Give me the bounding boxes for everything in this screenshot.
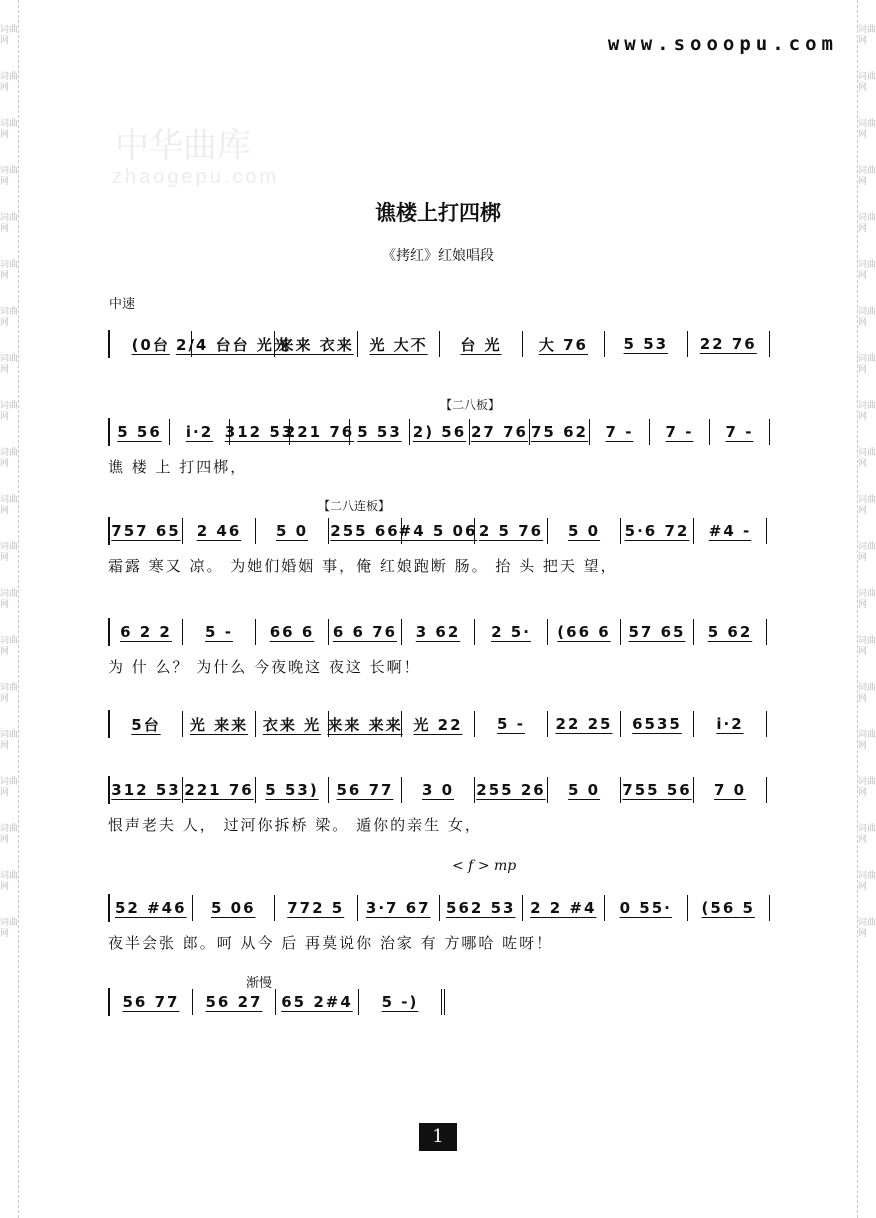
side-label: 词曲网 [858,636,876,657]
notation-row [108,418,768,446]
notation-row [108,776,768,804]
side-label: 词曲网 [0,307,19,328]
side-label: 词曲网 [0,495,19,516]
measure: #4 - [694,518,767,544]
lyrics-line: 恨声老夫 人， 过河你拆桥 梁。 遁你的亲生 女， [108,816,482,834]
measure: 3 0 [402,777,475,803]
left-margin-watermark [0,0,19,1218]
lyrics-line: 霜露 寒又 凉。 为她们婚姻 事，俺 红娘跑断 肠。 抬 头 把天 望， [108,557,618,575]
measure: 755 56 [621,777,694,803]
side-label: 词曲网 [0,542,19,563]
notation-line [108,988,770,1016]
measure: 6 6 76 [329,619,402,645]
lyrics-line: 夜半会张 郎。呵 从今 后 再莫说你 治家 有 方哪哈 咗呀！ [108,934,554,952]
section-mark-erbalianban: 【二八连板】 [318,499,391,513]
side-label: 词曲网 [0,824,19,845]
measure: 7 - [650,419,710,445]
measure: 5 53 [605,331,687,357]
notation-line [108,894,770,922]
measure: 5·6 72 [621,518,694,544]
side-label: 词曲网 [0,166,19,187]
measure: 衣来 光 [256,711,329,737]
measure: 2 46 [183,518,256,544]
measure: 5 53) [256,777,329,803]
side-label: 词曲网 [0,448,19,469]
measure: (0台 [110,331,192,357]
notation-row [108,988,768,1016]
measure: 562 53 [440,895,523,921]
tempo-mark: 中速 [109,297,136,312]
side-label: 词曲网 [0,401,19,422]
side-label: 词曲网 [858,824,876,845]
measure: 65 2#4 [276,989,359,1015]
notation-line [108,418,770,446]
score-title: 谯楼上打四梆 [375,200,501,225]
side-label: 词曲网 [858,448,876,469]
measure: (66 6 [548,619,621,645]
measure: 2) 56 [410,419,470,445]
side-label: 词曲网 [858,119,876,140]
notation-row [108,618,768,646]
measure: 2/4 台台 光光 [192,331,275,357]
side-label: 词曲网 [0,777,19,798]
side-label: 词曲网 [0,730,19,751]
measure: 台 光 [440,331,522,357]
side-label: 词曲网 [0,354,19,375]
dynamics-mark: < f > mp [452,858,517,874]
score-subtitle: 《拷红》红娘唱段 [382,248,494,264]
measure: i·2 [694,711,767,737]
slow-mark: 渐慢 [246,976,273,991]
side-label: 词曲网 [858,871,876,892]
side-label: 词曲网 [858,730,876,751]
lyrics-line: 为 什 么？ 为什么 今夜晚这 夜这 长啊！ [108,658,421,676]
right-margin-watermark [857,0,876,1218]
measure: 3 62 [402,619,475,645]
measure: #4 5 06 [402,518,475,544]
measure: 光 大不 [358,331,440,357]
site-url: www.sooopu.com [607,33,838,55]
notation-row [108,894,768,922]
notation-row [108,710,768,738]
measure: 2 5· [475,619,548,645]
measure: 来来 来来 [329,711,402,737]
measure: 52 #46 [110,895,193,921]
measure: 2 5 76 [475,518,548,544]
page-number: 1 [419,1123,457,1151]
watermark-cn: 中华曲库 [115,126,251,166]
measure: 255 66 [329,518,402,544]
notation-line [108,618,770,646]
watermark-en: zhaogepu.com [112,166,280,188]
measure: 56 77 [110,989,193,1015]
measure: 5 62 [694,619,767,645]
measure: 5 56 [110,419,170,445]
side-label: 词曲网 [858,589,876,610]
side-label: 词曲网 [858,683,876,704]
notation-line [108,710,770,738]
measure: 56 27 [193,989,276,1015]
measure: (56 5 [688,895,771,921]
measure: 312 53 [110,777,183,803]
measure: 光 22 [402,711,475,737]
side-label: 词曲网 [0,260,19,281]
side-label: 词曲网 [858,918,876,939]
measure: 312 53 [230,419,290,445]
lyrics-line: 谯 楼 上 打四梆， [108,458,248,476]
side-label: 词曲网 [858,542,876,563]
side-label: 词曲网 [858,401,876,422]
measure: 5 06 [193,895,276,921]
measure: 5台 [110,711,183,737]
side-label: 词曲网 [0,871,19,892]
measure: 5 0 [548,518,621,544]
side-label: 词曲网 [858,166,876,187]
measure: 221 76 [290,419,350,445]
measure: 6 2 2 [110,619,183,645]
side-label: 词曲网 [0,918,19,939]
measure: 27 76 [470,419,530,445]
measure: 221 76 [183,777,256,803]
measure: 22 25 [548,711,621,737]
side-label: 词曲网 [0,683,19,704]
side-label: 词曲网 [0,25,19,46]
side-label: 词曲网 [0,636,19,657]
measure: 57 65 [621,619,694,645]
notation-line [108,517,770,545]
measure: i·2 [170,419,230,445]
side-label: 词曲网 [858,354,876,375]
measure: 光 来来 [183,711,256,737]
notation-row [108,517,768,545]
measure: 56 77 [329,777,402,803]
side-label: 词曲网 [858,307,876,328]
measure: 5 0 [548,777,621,803]
notation-line [108,776,770,804]
measure: 5 0 [256,518,329,544]
measure: 772 5 [275,895,358,921]
measure: 5 -) [359,989,445,1015]
measure: 757 65 [110,518,183,544]
side-label: 词曲网 [0,72,19,93]
measure: 22 76 [688,331,770,357]
side-label: 词曲网 [858,25,876,46]
side-label: 词曲网 [0,119,19,140]
measure: 75 62 [530,419,590,445]
side-label: 词曲网 [0,213,19,234]
side-label: 词曲网 [858,260,876,281]
measure: 5 - [475,711,548,737]
measure: 0 55· [605,895,688,921]
side-label: 词曲网 [858,777,876,798]
measure: 7 0 [694,777,767,803]
side-label: 词曲网 [858,72,876,93]
measure: 5 - [183,619,256,645]
measure: 2 2 #4 [523,895,606,921]
side-label: 词曲网 [858,213,876,234]
measure: 3·7 67 [358,895,441,921]
measure: 66 6 [256,619,329,645]
measure: 255 26 [475,777,548,803]
measure: 7 - [590,419,650,445]
notation-row [108,330,768,358]
measure: 7 - [710,419,770,445]
section-mark-erbaban: 【二八板】 [440,398,501,412]
measure: 5 53 [350,419,410,445]
measure: 来来 衣来 [275,331,357,357]
side-label: 词曲网 [0,589,19,610]
measure: 大 76 [523,331,605,357]
side-label: 词曲网 [858,495,876,516]
notation-line [108,330,770,358]
measure: 6535 [621,711,694,737]
